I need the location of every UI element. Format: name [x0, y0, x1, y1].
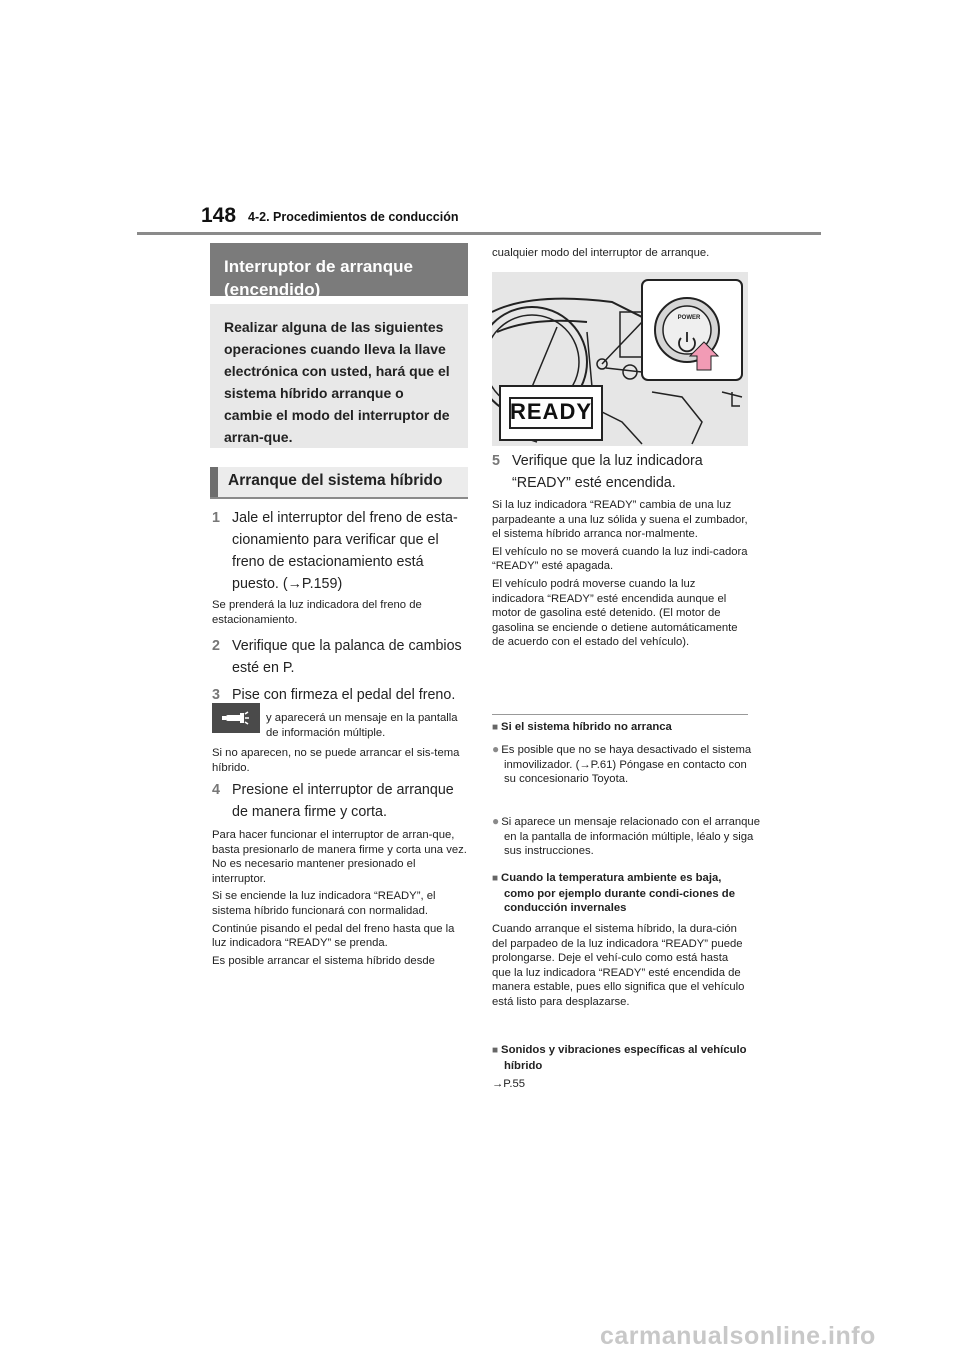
power-button-label: POWER — [677, 315, 701, 321]
q1-title-text: Si el sistema híbrido no arranca — [501, 721, 672, 733]
q1-bullet-2 — [492, 814, 760, 859]
bullet-text: Es posible que no se haya desactivado el sistema inmovilizador. (→P.61) Póngase en contacto con su concesionario Toyota. — [501, 744, 752, 786]
page-number: 148 — [201, 204, 237, 227]
step-2 — [212, 635, 468, 679]
q3-text: →P.55 — [492, 1078, 526, 1090]
note-text: Si se enciende la luz indicadora “READY”, el sistema híbrido funcionará con normalidad. — [212, 890, 436, 917]
header-rule — [137, 232, 821, 235]
q2-title — [492, 871, 748, 916]
continued-text: cualquier modo del interruptor de arranque. — [492, 247, 710, 259]
q2-title-text: Cuando la temperatura ambiente es baja, como por ejemplo durante condi-ciones de conducción invernales — [501, 872, 735, 915]
step-number: 1 — [212, 510, 220, 526]
step-number: 3 — [212, 687, 220, 703]
step-4 — [212, 779, 468, 823]
chapter-title: 4-2. Procedimientos de conducción — [248, 210, 459, 224]
square-bullet-icon: ■ — [492, 1045, 499, 1056]
note-text: Si la luz indicadora “READY” cambia de una luz parpadeante a una luz sólida y suena el zumbador, el sistema híbrido arranca nor-malmente. — [492, 499, 748, 541]
section-separator — [492, 714, 748, 715]
square-bullet-icon: ■ — [492, 873, 499, 884]
subsection-title: Arranque del sistema híbrido — [210, 467, 468, 497]
step-4-notes — [212, 828, 468, 971]
step-text: Verifique que la palanca de cambios esté en P. — [232, 638, 462, 676]
square-bullet-icon: ■ — [492, 722, 499, 733]
bullet-text: Si aparece un mensaje relacionado con el arranque en la pantalla de información múltiple, léalo y siga sus instrucciones. — [501, 816, 760, 858]
intro-box: Realizar alguna de las siguientes operaciones cuando lleva la llave electrónica con usted, hará que el sistema híbrido arranque o cambie el modo del interruptor de arran-que. — [210, 304, 468, 448]
note-text: Para hacer funcionar el interruptor de arran-que, basta presionarlo de manera firme y corta una vez. No es necesario mantener presionado el interruptor. — [212, 829, 467, 885]
step-5 — [492, 450, 748, 494]
note-text: El vehículo podrá moverse cuando la luz indicadora “READY” esté encendida aunque el motor de gasolina esté detenido. (El motor de gasolina se enciende o detiene automáticamente de acuerdo con el estado del vehículo). — [492, 577, 738, 649]
step-number: 2 — [212, 638, 220, 654]
step-number: 5 — [492, 453, 500, 469]
step-3-note-b: Si no aparecen, no se puede arrancar el sis-tema híbrido. — [212, 747, 460, 774]
note-text: Es posible arrancar el sistema híbrido desde — [212, 954, 435, 967]
note-text: El vehículo no se moverá cuando la luz indi-cadora “READY” esté apagada. — [492, 545, 748, 573]
q3-title-text: Sonidos y vibraciones específicas al vehículo híbrido — [501, 1044, 747, 1072]
circle-bullet-icon: ● — [492, 742, 500, 756]
step-5-notes — [492, 498, 748, 653]
step-text: Presione el interruptor de arranque de manera firme y corta. — [232, 782, 454, 820]
ready-indicator-label: READY — [510, 399, 593, 424]
step-text: Jale el interruptor del freno de esta-cionamiento para verificar que el freno de estacionamiento está puesto. (→P.159) — [232, 510, 458, 592]
watermark: carmanualsonline.info — [600, 1322, 876, 1350]
q2-text: Cuando arranque el sistema híbrido, la dura-ción del parpadeo de la luz indicadora “READY” puede prolongarse. Deje el vehí-culo como está hasta que la luz indicadora “READY” esté encendida de manera estable, pues ello significa que el vehículo está listo para desplazarse. — [492, 923, 745, 1008]
step-text: Verifique que la luz indicadora “READY” esté encendida. — [512, 453, 703, 491]
step-1-note: Se prenderá la luz indicadora del freno de estacionamiento. — [212, 599, 422, 626]
step-text: Pise con firmeza el pedal del freno. — [232, 687, 456, 703]
step-1 — [212, 507, 468, 595]
brake-indicator-icon — [212, 703, 260, 733]
q3-title — [492, 1043, 748, 1073]
step-number: 4 — [212, 782, 220, 798]
step-3-note-a: y aparecerá un mensaje en la pantalla de información múltiple. — [266, 712, 458, 739]
circle-bullet-icon: ● — [492, 814, 500, 828]
note-text: Continúe pisando el pedal del freno hasta que la luz indicadora “READY” se prenda. — [212, 922, 455, 950]
section-title: Interruptor de arranque (encendido) — [210, 243, 468, 296]
q1-bullet-1 — [492, 742, 760, 787]
subsection-rule — [210, 497, 468, 499]
dashboard-illustration — [492, 272, 748, 446]
q1-title — [492, 720, 748, 736]
